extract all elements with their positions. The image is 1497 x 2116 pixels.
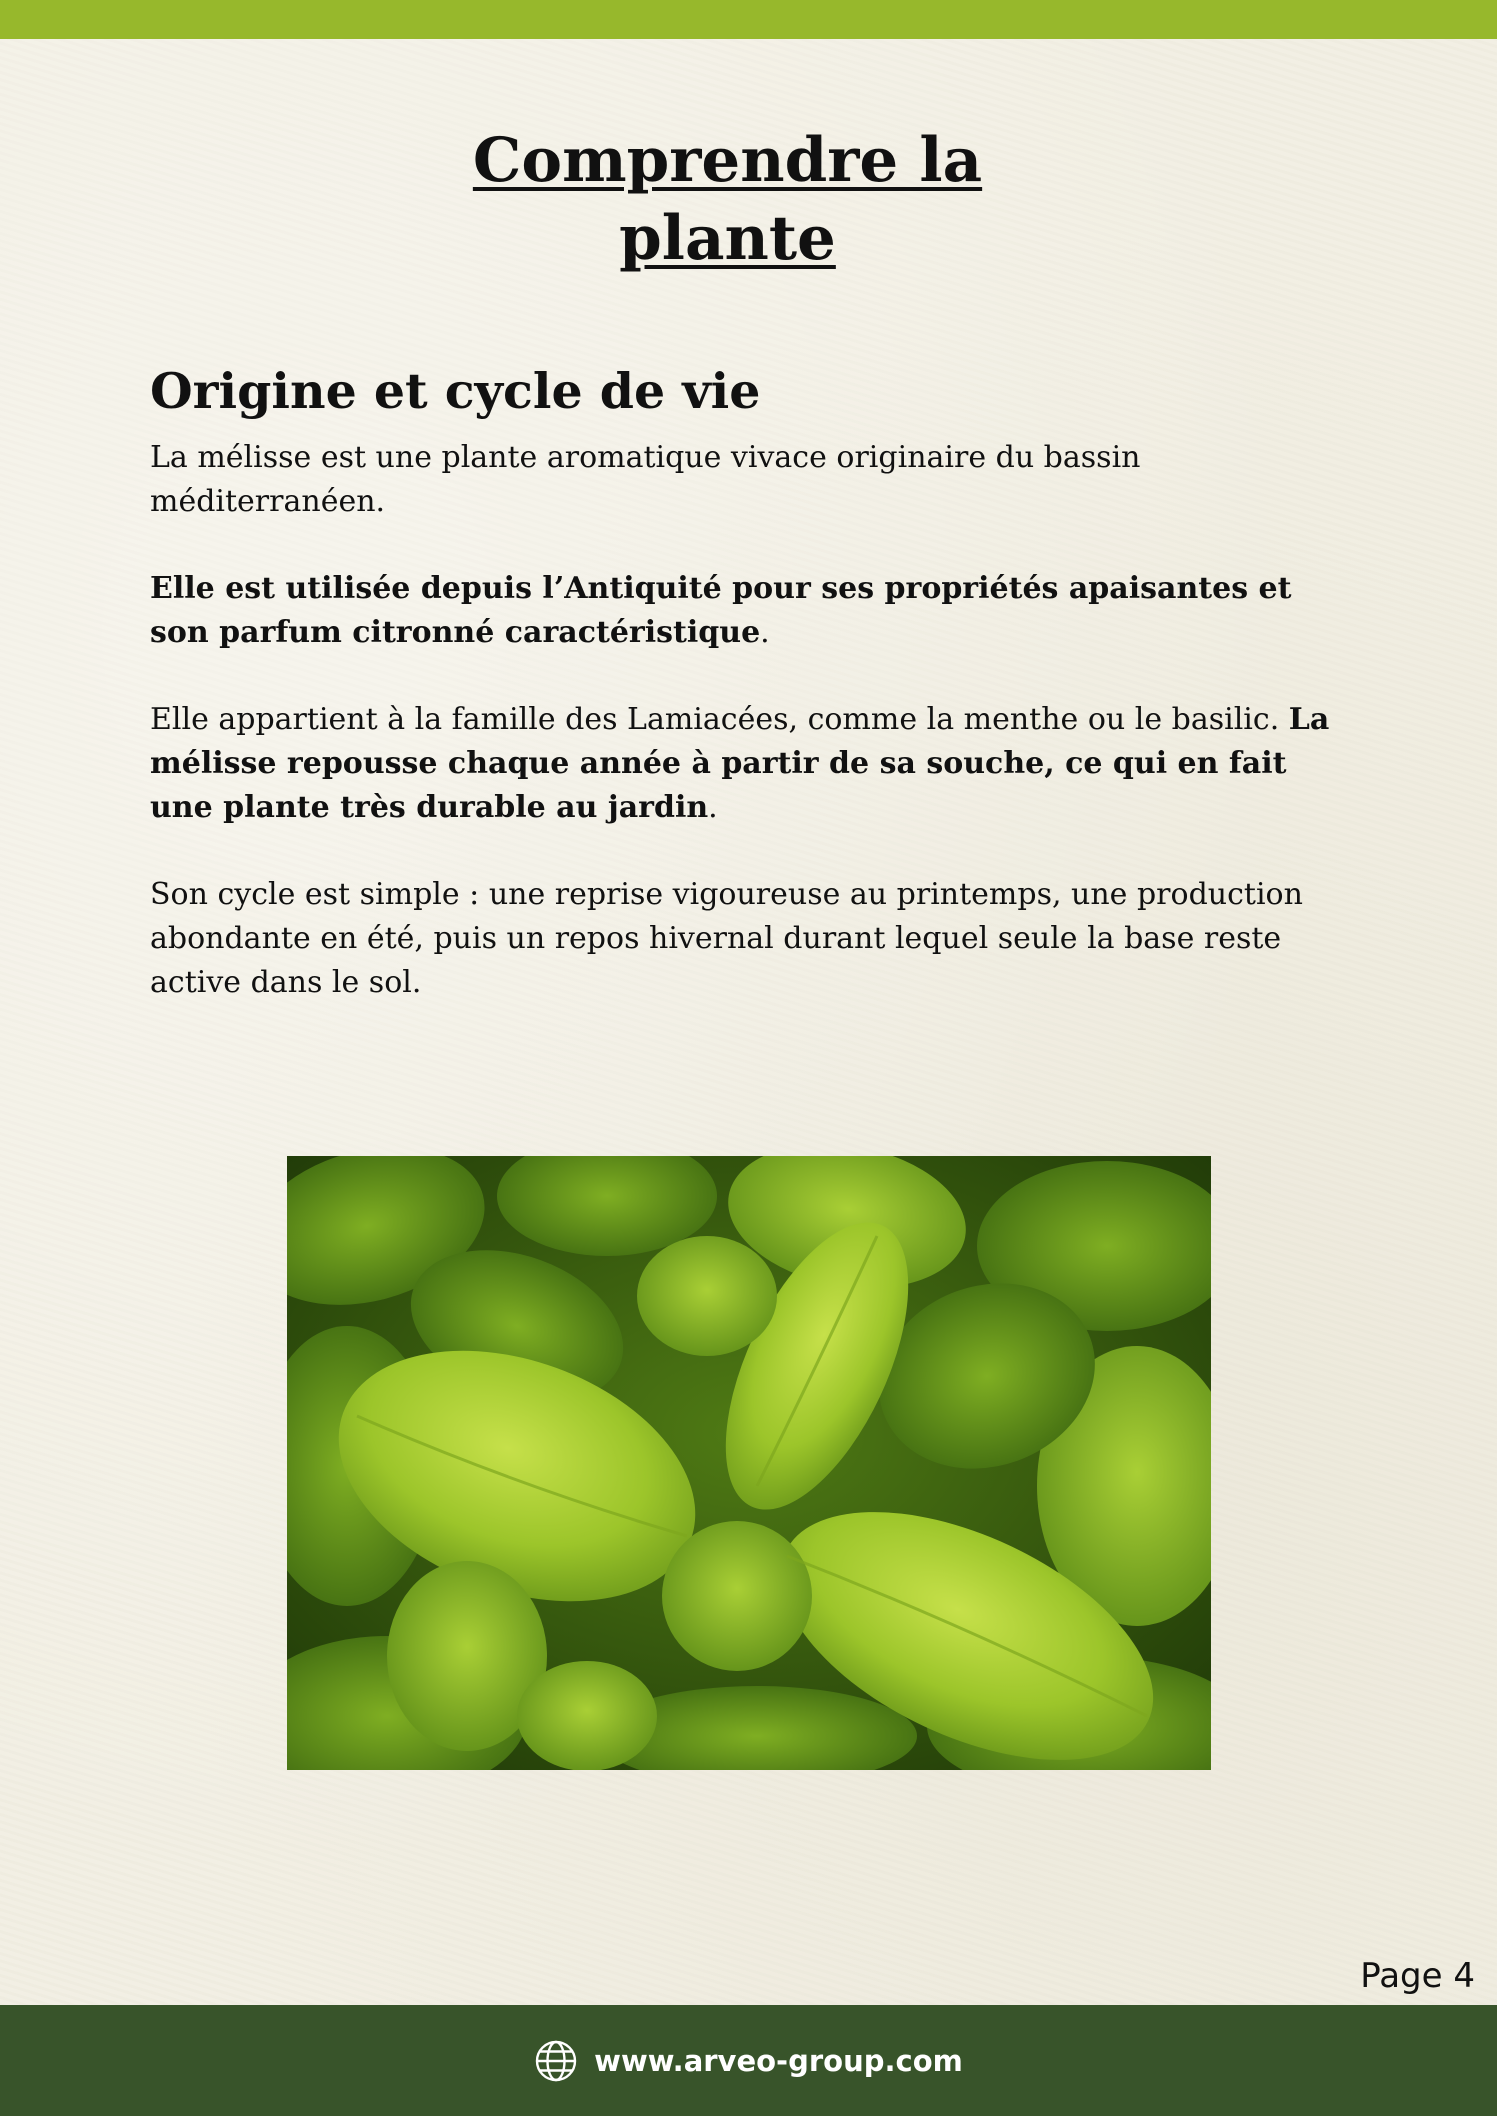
page-title: Comprendre la plante [472, 125, 983, 274]
website-link[interactable]: www.arveo-group.com [594, 2043, 963, 2078]
footer-website[interactable] [534, 2039, 963, 2083]
section-origine [150, 358, 1340, 1048]
lemon-balm-photo [287, 1156, 1211, 1770]
paragraph-cycle: Son cycle est simple : une reprise vigoureuse au printemps, une production abondante en été, puis un repos hivernal durant lequel seule la base reste active dans le sol. [150, 877, 1303, 1000]
globe-icon [534, 2039, 578, 2083]
paragraph-origin: La mélisse est une plante aromatique vivace originaire du bassin méditerranéen. [150, 440, 1141, 519]
top-accent-bar [0, 0, 1497, 39]
section-heading: Origine et cycle de vie [150, 362, 761, 420]
footer-bar [0, 2005, 1497, 2116]
page-number: Page 4 [1360, 1956, 1475, 1996]
paragraph-family: Elle appartient à la famille des Lamiacées, comme la menthe ou le basilic. La mélisse repousse chaque année à partir de sa souche, ce qui en fait une plante très durable au jardin. [150, 702, 1330, 825]
paragraph-history: Elle est utilisée depuis l’Antiquité pour ses propriétés apaisantes et son parfum citronné caractéristique. [150, 571, 1292, 650]
